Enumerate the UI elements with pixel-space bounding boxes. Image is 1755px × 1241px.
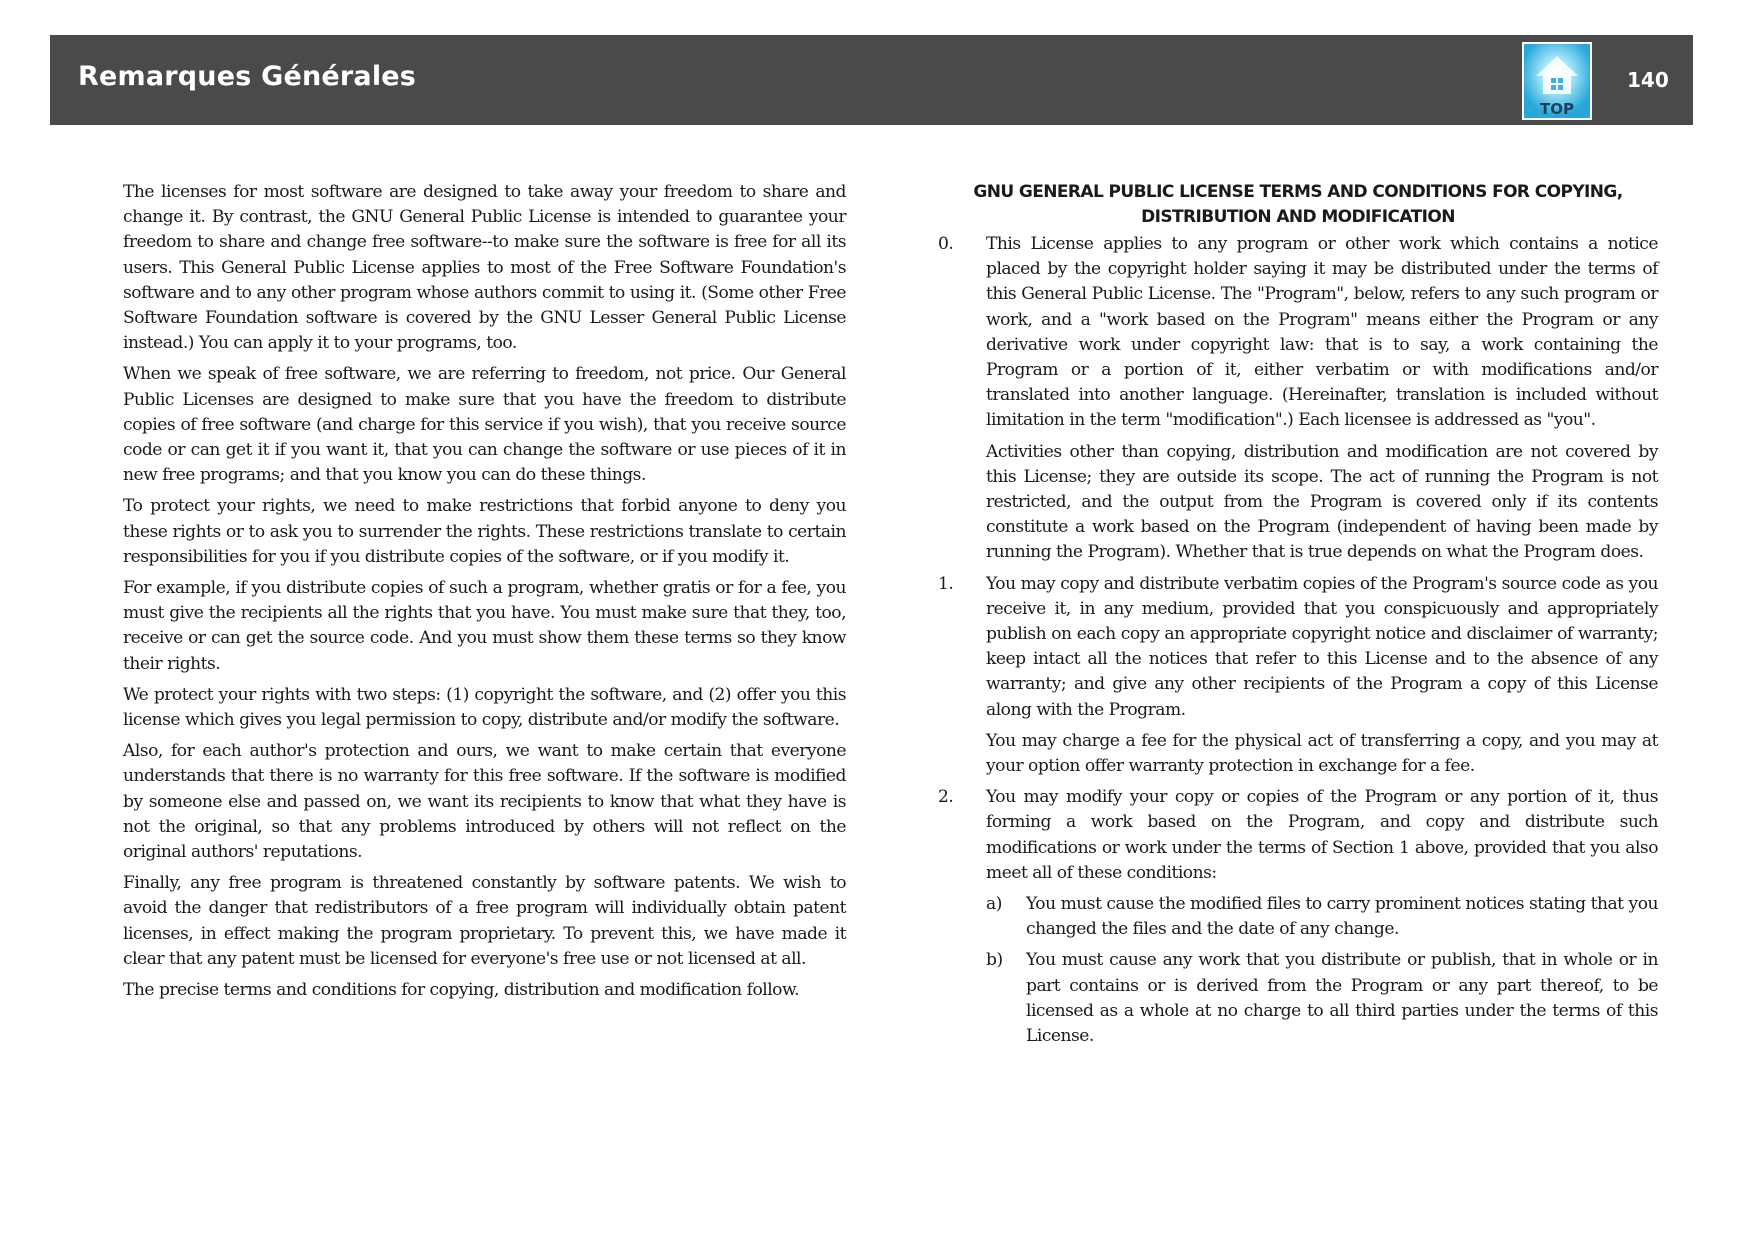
subterm-text: You must cause any work that you distribute or publish, that in whole or in part contains or is derived from the Program or any part thereof, to be licensed as a whole at no charge to all third parties under the terms of this License. (1026, 950, 1658, 1047)
top-button[interactable] (1522, 42, 1592, 120)
intro-paragraph: The licenses for most software are designed to take away your freedom to share and change it. By contrast, the GNU General Public License is intended to guarantee your freedom to share and change free software--to make sure the software is free for all its users. This General Public License applies to most of the Free Software Foundation's software and to any other program whose authors commit to using it. (Some other Free Software Foundation software is covered by the GNU Lesser General Public License instead.) You can apply it to your programs, too. (123, 182, 846, 354)
page-title: Remarques Générales (78, 61, 417, 92)
subterm-b (986, 948, 1658, 1049)
term-0 (938, 232, 1658, 566)
term-2 (938, 785, 1658, 1049)
term-paragraph: Activities other than copying, distribution and modification are not covered by this License; they are outside its scope. The act of running the Program is not restricted, and the output from the Program is covered only if its contents constitute a work based on the Program (independent of having been made by running the Program). Whether that is true depends on what the Program does. (986, 441, 1658, 563)
term-number: 0. (938, 234, 954, 254)
term-number: 1. (938, 573, 954, 594)
intro-paragraph: We protect your rights with two steps: (1) copyright the software, and (2) offer you this license which gives you legal permission to copy, distribute and/or modify the software. (123, 684, 846, 731)
home-top-icon (1522, 42, 1592, 120)
term-paragraph: This License applies to any program or other work which contains a notice placed by the copyright holder saying it may be distributed under the terms of this General Public License. The "Program", below, refers to any such program or work, and a "work based on the Program" means either the Program or any derivative work under copyright law: that is to say, a work containing the Program or a portion of it, either verbatim or with modifications and/or translated into another language. (Hereinafter, translation is included without limitation in the term "modification".) Each licensee is addressed as "you". (986, 234, 1658, 431)
subterm-text: You must cause the modified files to carry prominent notices stating that you changed the files and the date of any change. (1026, 894, 1658, 940)
term-1 (938, 572, 1658, 780)
page-header (50, 35, 1693, 125)
intro-paragraph: For example, if you distribute copies of such a program, whether gratis or for a fee, you must give the recipients all the rights that you have. You must make sure that they, too, receive or can get the source code. And you must show them these terms so they know their rights. (123, 578, 846, 674)
right-column (938, 180, 1658, 1055)
subterm-label: a) (986, 894, 1002, 915)
intro-paragraph: When we speak of free software, we are referring to freedom, not price. Our General Public Licenses are designed to make sure that you have the freedom to distribute copies of free software (and charge for this service if you wish), that you receive source code or can get it if you want it, that you can change the software or use pieces of it in new free programs; and that you know you can do these things. (123, 364, 846, 486)
left-column (123, 180, 846, 1009)
intro-paragraph: The precise terms and conditions for copying, distribution and modification follow. (123, 980, 800, 1001)
term-paragraph: You may modify your copy or copies of the Program or any portion of it, thus forming a work based on the Program, and copy and distribute such modifications or work under the terms of Section 1 above, provided that you also meet all of these conditions: (986, 787, 1658, 883)
intro-paragraph: Finally, any free program is threatened constantly by software patents. We wish to avoid the danger that redistributors of a free program will individually obtain patent licenses, in effect making the program proprietary. To prevent this, we have made it clear that any patent must be licensed for everyone's free use or not licensed at all. (123, 873, 846, 969)
subterm-label: b) (986, 950, 1003, 971)
subterm-a (986, 892, 1658, 942)
intro-paragraph: Also, for each author's protection and ours, we want to make certain that everyone understands that there is no warranty for this free software. If the software is modified by someone else and passed on, we want its recipients to know that what they have is not the original, so that any problems introduced by others will not reflect on the original authors' reputations. (123, 741, 846, 863)
term-paragraph: You may charge a fee for the physical act of transferring a copy, and you may at your option offer warranty protection in exchange for a fee. (986, 730, 1658, 777)
section-heading: GNU GENERAL PUBLIC LICENSE TERMS AND CONDITIONS FOR COPYING, DISTRIBUTION AND MODIFICATION (973, 182, 1623, 227)
page-number: 140 (1627, 68, 1669, 92)
term-number: 2. (938, 787, 954, 808)
intro-paragraph: To protect your rights, we need to make restrictions that forbid anyone to deny you these rights or to ask you to surrender the rights. These restrictions translate to certain responsibilities for you if you distribute copies of the software, or if you modify it. (123, 496, 846, 567)
top-button-label: TOP (1540, 100, 1574, 118)
term-paragraph: You may copy and distribute verbatim copies of the Program's source code as you receive it, in any medium, provided that you conspicuously and appropriately publish on each copy an appropriate copyright notice and disclaimer of warranty; keep intact all the notices that refer to this License and to the absence of any warranty; and give any other recipients of the Program a copy of this License along with the Program. (986, 573, 1658, 720)
